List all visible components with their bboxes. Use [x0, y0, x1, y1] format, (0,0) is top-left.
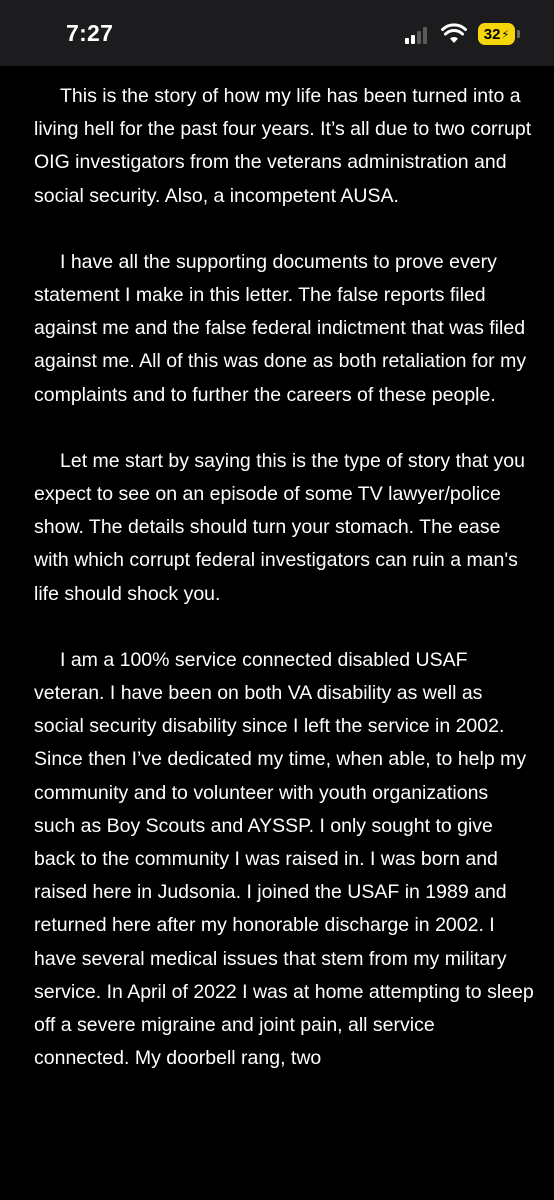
- status-bar: [0, 0, 554, 66]
- battery-nub: [517, 30, 520, 38]
- battery-charging-icon: [478, 23, 515, 45]
- paragraph-3: Let me start by saying this is the type of story that you expect to see on an episode of some TV lawyer/police show. The details should turn your stomach. The ease with which corrupt federal investigators can ruin a man's life should shock you.: [34, 449, 531, 605]
- wifi-icon: [441, 23, 467, 45]
- battery-level: 32: [483, 25, 501, 43]
- paragraph-4: I am a 100% service connected disabled USAF veteran. I have been on both VA disability as well as social security disability since I left the service in 2002. Since then I’ve dedicated my time, when able, to help my community and to volunteer with youth organizations such as Boy Scouts and AYSSP. I only sought to give back to the community I was raised in. I was born and raised here in Judsonia. I joined the USAF in 1989 and returned here after my honorable discharge in 2002. I have several medical issues that stem from my military service. In April of 2022 I was at home attempting to sleep off a severe migraine and joint pain, all service connected. My doorbell rang, two: [34, 648, 540, 1070]
- document-body: [34, 80, 540, 1108]
- status-time: 7:27: [66, 20, 114, 46]
- paragraph-2: I have all the supporting documents to prove every statement I make in this letter. The false reports filed against me and the false federal indictment that was filed against me. All of this was done as both retaliation for my complaints and to further the careers of these people.: [34, 250, 532, 406]
- charging-bolt-icon: ⚡: [501, 28, 510, 41]
- paragraph-1: This is the story of how my life has been turned into a living hell for the past four years. It’s all due to two corrupt OIG investigators from the veterans administration and social security. Also, a incompetent AUSA.: [34, 85, 537, 207]
- cellular-signal-icon: [405, 26, 433, 44]
